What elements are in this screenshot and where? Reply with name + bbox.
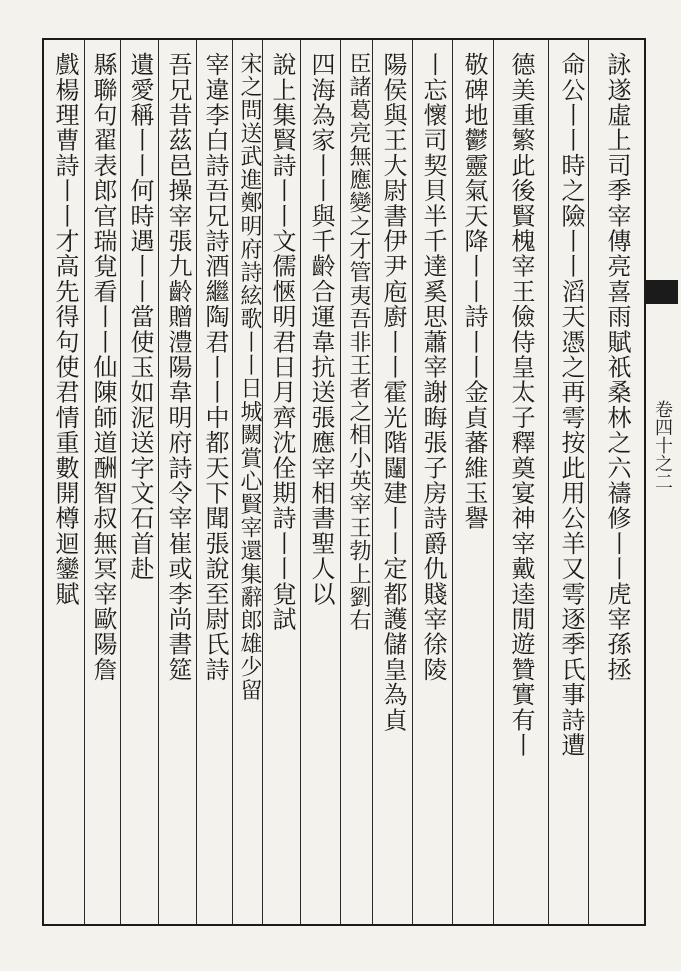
column-rule: [493, 40, 494, 924]
column-rule: [196, 40, 197, 924]
text-column: 德美重繁此後賢槐宰王儉侍皇太子釋奠宴神宰戴逵閒遊贊實有丨: [507, 52, 535, 758]
column-rule: [232, 40, 233, 924]
column-rule: [158, 40, 159, 924]
text-column: 敬碑地鬱靈氣天降丨丨詩丨丨金貞蕃維玉譽: [460, 52, 488, 531]
margin-mark: [646, 280, 678, 304]
column-rule: [340, 40, 341, 924]
text-column: 遺愛稱丨丨何時遇丨丨當使玉如泥送字文石首赴: [126, 52, 154, 582]
text-column: 縣聯句翟表郎官瑞覍看丨丨仙陳師道酬智叔無冥宰歐陽詹: [89, 52, 117, 682]
text-column: 丨忘懷司契貝半千達奚思蕭宰謝晦張子房詩爵仇賤宰徐陵: [419, 52, 447, 682]
text-column: 詠遂虛上司季宰傳亮喜雨賦祇桑林之六禱修丨丨虎宰孫拯: [603, 52, 631, 682]
text-column: 陽侯與王大尉書伊尹庖廚丨丨霍光階闥建丨丨定都護儲皇為貞: [379, 52, 407, 733]
column-rule: [548, 40, 549, 924]
text-column: 臣諸葛亮無應變之才管夷吾非王者之相小英宰王勃上劉右: [346, 52, 371, 632]
column-rule: [120, 40, 121, 924]
column-rule: [84, 40, 85, 924]
text-column: 宋之問送武進鄭明府詩絃歌丨丨日城闕賞心賢宰還集辭郎雄少留: [237, 52, 262, 702]
column-rule: [300, 40, 301, 924]
text-column: 命公丨丨時之險丨丨滔天憑之再雩按此用公羊又雩逐季氏事詩遭: [557, 52, 585, 758]
column-rule: [452, 40, 453, 924]
text-column: 宰違李白詩吾兄詩酒繼陶君丨丨中都天下聞張說至尉氏詩: [201, 52, 229, 682]
text-column: 吾兄昔茲邑操宰張九齡贈澧陽韋明府詩令宰崔或李尚書筵: [164, 52, 192, 682]
column-rule: [412, 40, 413, 924]
text-column: 戲楊理曹詩丨丨才高先得句使君情重數開樽迴鑾賦: [51, 52, 79, 607]
text-column: 四海為家丨丨與千齡合運韋抗送張應宰相書聖人以: [307, 52, 335, 607]
margin-note: 卷四十之二: [652, 400, 673, 490]
text-column: 說上集賢詩丨丨文儒愜明君日月齊沈佺期詩丨丨覍試: [268, 52, 296, 632]
